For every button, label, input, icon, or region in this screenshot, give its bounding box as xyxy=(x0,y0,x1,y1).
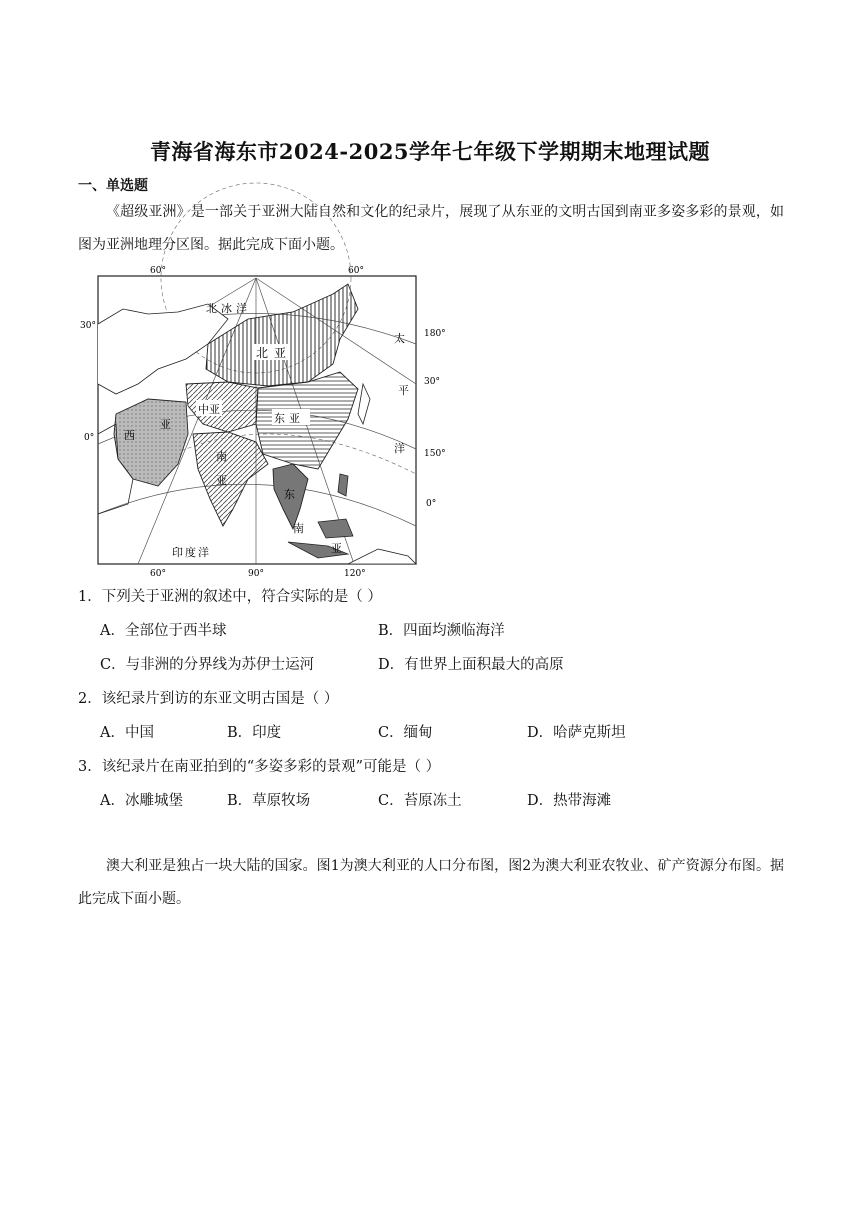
page-title: 青海省海东市2024-2025学年七年级下学期期末地理试题 xyxy=(149,139,711,164)
label-30-right: 30° xyxy=(424,377,440,387)
label-0-left: 0° xyxy=(84,433,95,443)
question-1-option-d[interactable]: D．有世界上面积最大的高原 xyxy=(378,657,564,673)
label-southeast-asia-2: 南 xyxy=(293,522,304,535)
intro-paragraph-australia: 澳大利亚是独占一块大陆的国家。图1为澳大利亚的人口分布图，图2为澳大利亚农牧业、矿产资源分布图。据此完成下面小题。 xyxy=(78,858,784,907)
question-1-option-a[interactable]: A．全部位于西半球 xyxy=(100,623,227,639)
question-1-option-b[interactable]: B．四面均濒临海洋 xyxy=(378,623,505,639)
question-2-option-c[interactable]: C．缅甸 xyxy=(378,725,433,741)
label-60-right: 60° xyxy=(348,266,364,276)
label-west-asia-2: 亚 xyxy=(160,418,171,431)
label-indian-ocean: 印度洋 xyxy=(172,546,211,559)
question-3-option-d[interactable]: D．热带海滩 xyxy=(527,793,612,809)
section-heading: 一、单选题 xyxy=(78,178,148,194)
question-3-option-b[interactable]: B．草原牧场 xyxy=(227,793,311,809)
asia-region-map xyxy=(78,264,446,579)
question-2-stem: 2．该纪录片到访的东亚文明古国是（ ） xyxy=(78,691,339,707)
label-west-asia-1: 西 xyxy=(124,429,135,442)
question-2-option-b[interactable]: B．印度 xyxy=(227,725,282,741)
label-arctic-ocean: 北冰洋 xyxy=(206,302,251,315)
intro-paragraph-asia: 《超级亚洲》是一部关于亚洲大陆自然和文化的纪录片，展现了从东亚的文明古国到南亚多姿多彩的景观，如图为亚洲地理分区图。据此完成下面小题。 xyxy=(78,204,784,253)
question-1-option-c[interactable]: C．与非洲的分界线为苏伊士运河 xyxy=(100,657,315,673)
label-southeast-asia-1: 东 xyxy=(284,488,295,501)
label-pacific-2: 平 xyxy=(398,384,409,397)
label-north-asia: 北亚 xyxy=(256,346,293,360)
label-30-left: 30° xyxy=(80,321,96,331)
question-2-option-a[interactable]: A．中国 xyxy=(100,725,154,741)
label-south-asia-1: 南 xyxy=(216,450,227,463)
label-60-left: 60° xyxy=(150,266,166,276)
question-1-stem: 1．下列关于亚洲的叙述中，符合实际的是（ ） xyxy=(78,589,382,605)
label-central-asia: 中亚 xyxy=(198,403,220,416)
label-60-bottom: 60° xyxy=(150,569,166,579)
label-southeast-asia-3: 亚 xyxy=(331,542,342,555)
question-2-option-d[interactable]: D．哈萨克斯坦 xyxy=(527,725,626,741)
label-120-bottom: 120° xyxy=(344,569,366,579)
label-south-asia-2: 亚 xyxy=(216,474,227,487)
question-3-option-c[interactable]: C．苔原冻土 xyxy=(378,793,462,809)
label-150: 150° xyxy=(424,449,446,459)
question-3-option-a[interactable]: A．冰雕城堡 xyxy=(100,793,183,809)
label-pacific-3: 洋 xyxy=(394,442,405,455)
label-pacific-1: 太 xyxy=(394,332,405,345)
label-east-asia: 东亚 xyxy=(274,412,304,425)
label-0-right: 0° xyxy=(426,499,437,509)
label-90-bottom: 90° xyxy=(248,569,264,579)
question-3-stem: 3．该纪录片在南亚拍到的“多姿多彩的景观”可能是（ ） xyxy=(78,759,441,775)
label-180: 180° xyxy=(424,329,446,339)
